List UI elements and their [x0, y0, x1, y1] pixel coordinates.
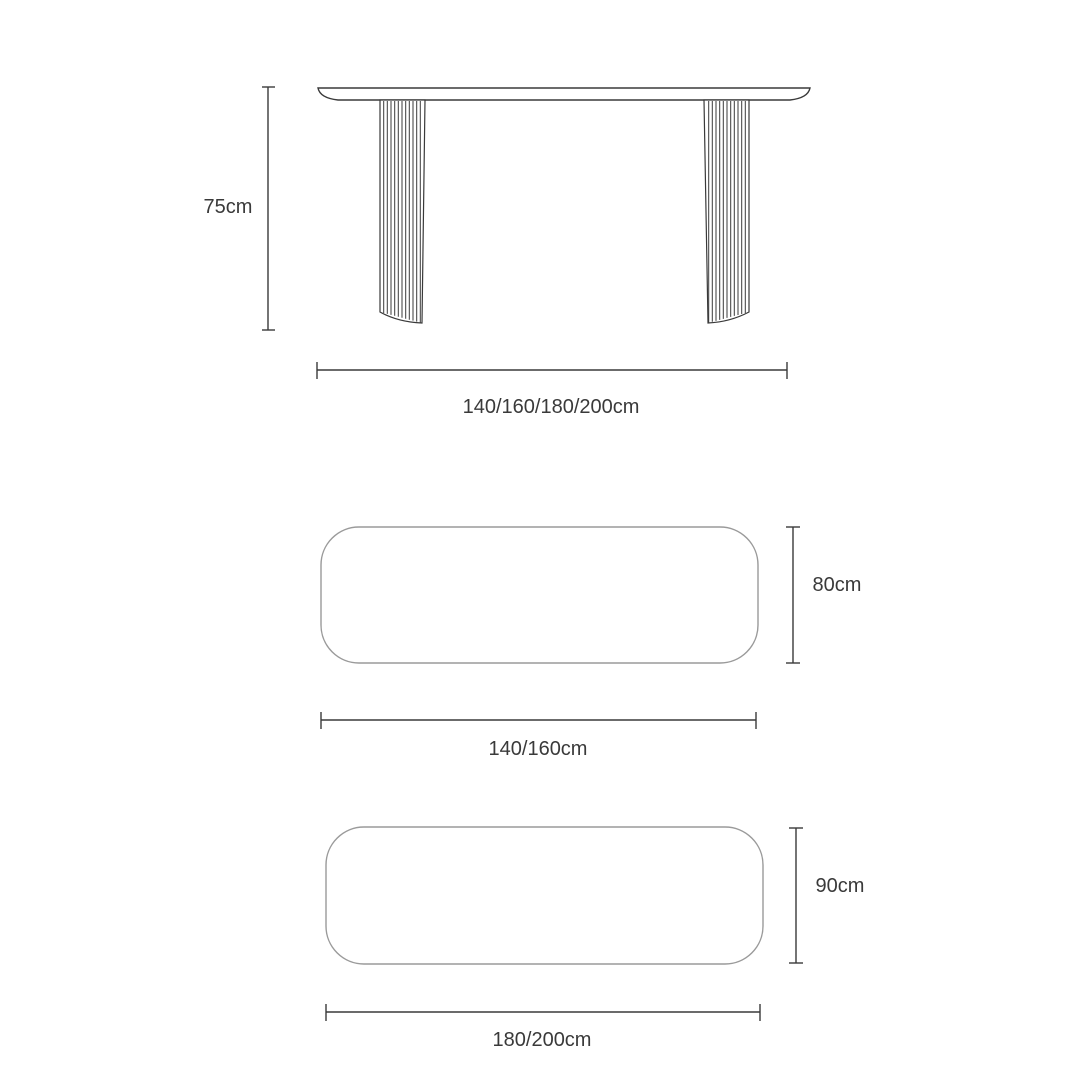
top-view-small: [321, 527, 861, 760]
elevation-length-label: 140/160/180/200cm: [462, 396, 640, 418]
height-dimension: [262, 87, 275, 330]
height-label: 75cm: [203, 196, 253, 218]
top-view-large: [326, 827, 864, 1051]
large-length-dimension: [326, 1004, 760, 1021]
small-length-label: 140/160cm: [488, 738, 588, 760]
elevation-length-dimension: [317, 362, 787, 379]
tabletop-outline-small: [321, 527, 758, 663]
large-length-label: 180/200cm: [492, 1029, 592, 1051]
tabletop-outline-large: [326, 827, 763, 964]
right-leg: [704, 100, 749, 323]
left-leg: [380, 100, 425, 323]
large-width-dimension: [789, 828, 803, 963]
small-width-dimension: [786, 527, 800, 663]
small-length-dimension: [321, 712, 756, 729]
table-top: [318, 88, 810, 100]
small-width-label: 80cm: [812, 574, 862, 596]
elevation-view: [204, 87, 810, 418]
large-width-label: 90cm: [815, 875, 865, 897]
